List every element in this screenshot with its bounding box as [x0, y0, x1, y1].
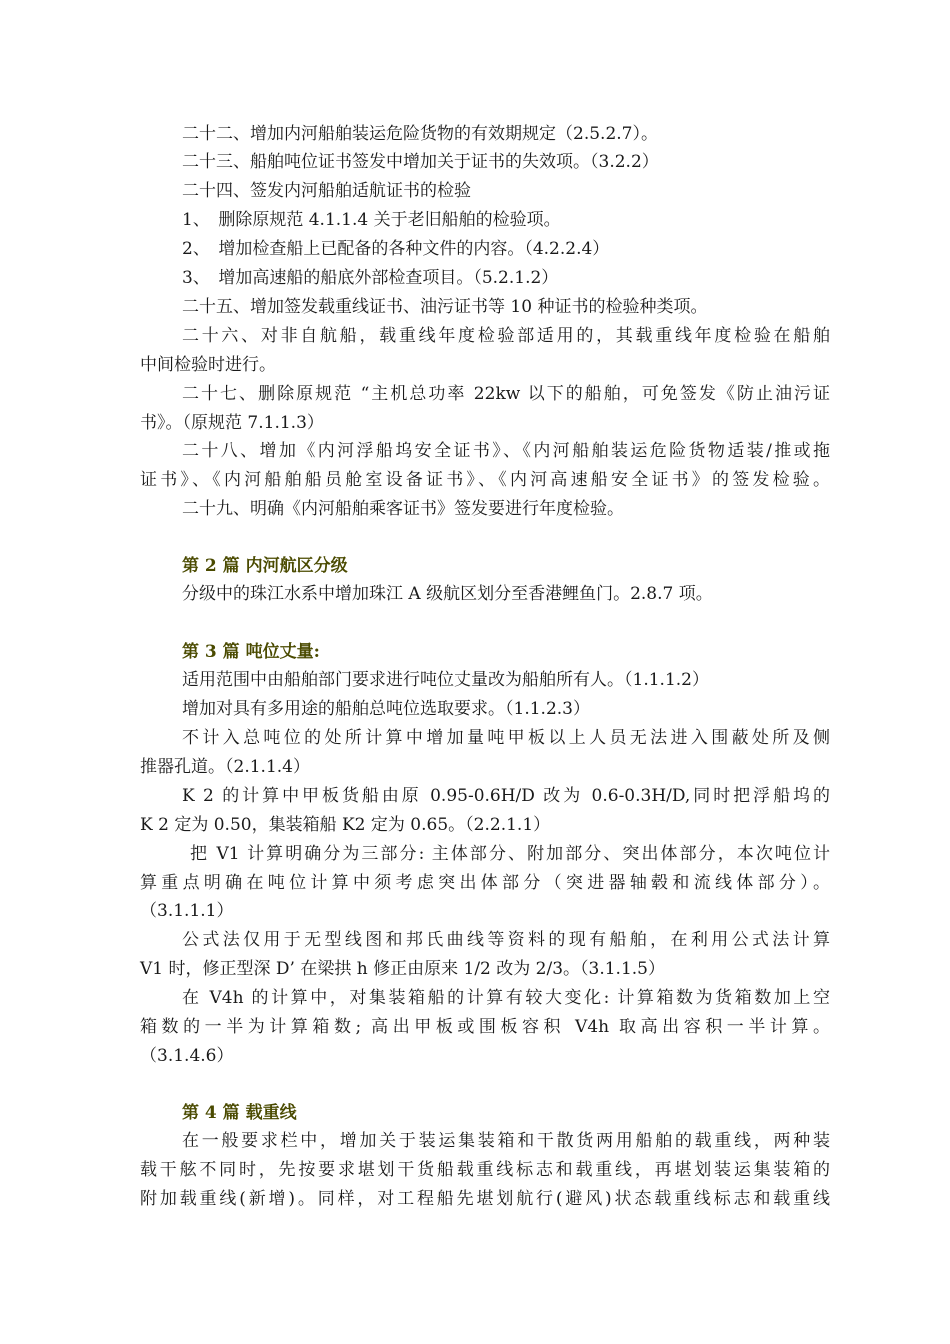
list-item: 2、 增加检查船上已配备的各种文件的内容。（4.2.2.4）: [182, 239, 610, 259]
text-line: 中间检验时进行。: [140, 355, 276, 375]
text-line: 增加对具有多用途的船舶总吨位选取要求。（1.1.2.3）: [182, 699, 590, 719]
text-line: 二十二、增加内河船舶装运危险货物的有效期规定（2.5.2.7）。: [182, 124, 658, 144]
list-item: 3、 增加高速船的船底外部检查项目。（5.2.1.2）: [182, 268, 559, 288]
text-line: 在一般要求栏中，增加关于装运集装箱和干散货两用船舶的载重线，两种装: [182, 1131, 830, 1151]
text-line: 推器孔道。（2.1.1.4）: [140, 757, 310, 777]
list-item: 1、 删除原规范 4.1.1.4 关于老旧船舶的检验项。: [182, 210, 561, 230]
text-line: 在 V4h 的计算中，对集装箱船的计算有较大变化: 计算箱数为货箱数加上空: [182, 988, 830, 1008]
text-line: K 2 定为 0.50，集装箱船 K2 定为 0.65。（2.2.1.1）: [140, 815, 551, 835]
text-line: K 2 的计算中甲板货船由原 0.95-0.6H/D 改为 0.6-0.3H/D,同时把浮船坞的: [182, 786, 830, 806]
section-heading: 第 2 篇 内河航区分级: [182, 556, 348, 576]
text-line: 证书》、《内河船舶船员舱室设备证书》、《内河高速船安全证书》的签发检验。: [140, 470, 830, 490]
text-line: 书》。（原规范 7.1.1.3）: [140, 413, 324, 433]
text-line: 分级中的珠江水系中增加珠江 A 级航区划分至香港鲤鱼门。2.8.7 项。: [182, 584, 713, 604]
text-line: V1 时，修正型深 D’ 在梁拱 h 修正由原来 1/2 改为 2/3。（3.1.1.5）: [140, 959, 665, 979]
text-line: 二十九、明确《内河船舶乘客证书》签发要进行年度检验。: [182, 499, 624, 519]
section-heading: 第 4 篇 载重线: [182, 1103, 297, 1123]
text-line: 载干舷不同时，先按要求堪划干货船载重线标志和载重线，再堪划装运集装箱的: [140, 1160, 830, 1180]
text-line: （3.1.1.1）: [140, 901, 234, 921]
text-line: 二十七、删除原规范 “主机总功率 22kw 以下的船舶，可免签发《防止油污证: [182, 384, 830, 404]
text-line: 适用范围中由船舶部门要求进行吨位丈量改为船舶所有人。（1.1.1.2）: [182, 670, 709, 690]
text-line: 二十八、增加《内河浮船坞安全证书》、《内河船舶装运危险货物适装/推或拖: [182, 441, 830, 461]
text-line: （3.1.4.6）: [140, 1046, 234, 1066]
text-line: 算重点明确在吨位计算中须考虑突出体部分（突进器轴毂和流线体部分）。: [140, 873, 830, 893]
section-heading: 第 3 篇 吨位丈量:: [182, 642, 320, 662]
text-line: 二十六、对非自航船，载重线年度检验部适用的，其载重线年度检验在船舶: [182, 326, 830, 346]
text-line: 二十三、船舶吨位证书签发中增加关于证书的失效项。（3.2.2）: [182, 152, 659, 172]
text-line: 把 V1 计算明确分为三部分: 主体部分、附加部分、突出体部分，本次吨位计: [190, 844, 830, 864]
text-line: 公式法仅用于无型线图和邦氏曲线等资料的现有船舶，在利用公式法计算: [182, 930, 830, 950]
text-line: 不计入总吨位的处所计算中增加量吨甲板以上人员无法进入围蔽处所及侧: [182, 728, 830, 748]
text-line: 附加载重线(新增)。同样，对工程船先堪划航行(避风)状态载重线标志和载重线: [140, 1189, 830, 1209]
text-line: 二十四、签发内河船舶适航证书的检验: [182, 181, 471, 201]
text-line: 箱数的一半为计算箱数; 高出甲板或围板容积 V4h 取高出容积一半计算。: [140, 1017, 830, 1037]
text-line: 二十五、增加签发载重线证书、油污证书等 10 种证书的检验种类项。: [182, 297, 708, 317]
